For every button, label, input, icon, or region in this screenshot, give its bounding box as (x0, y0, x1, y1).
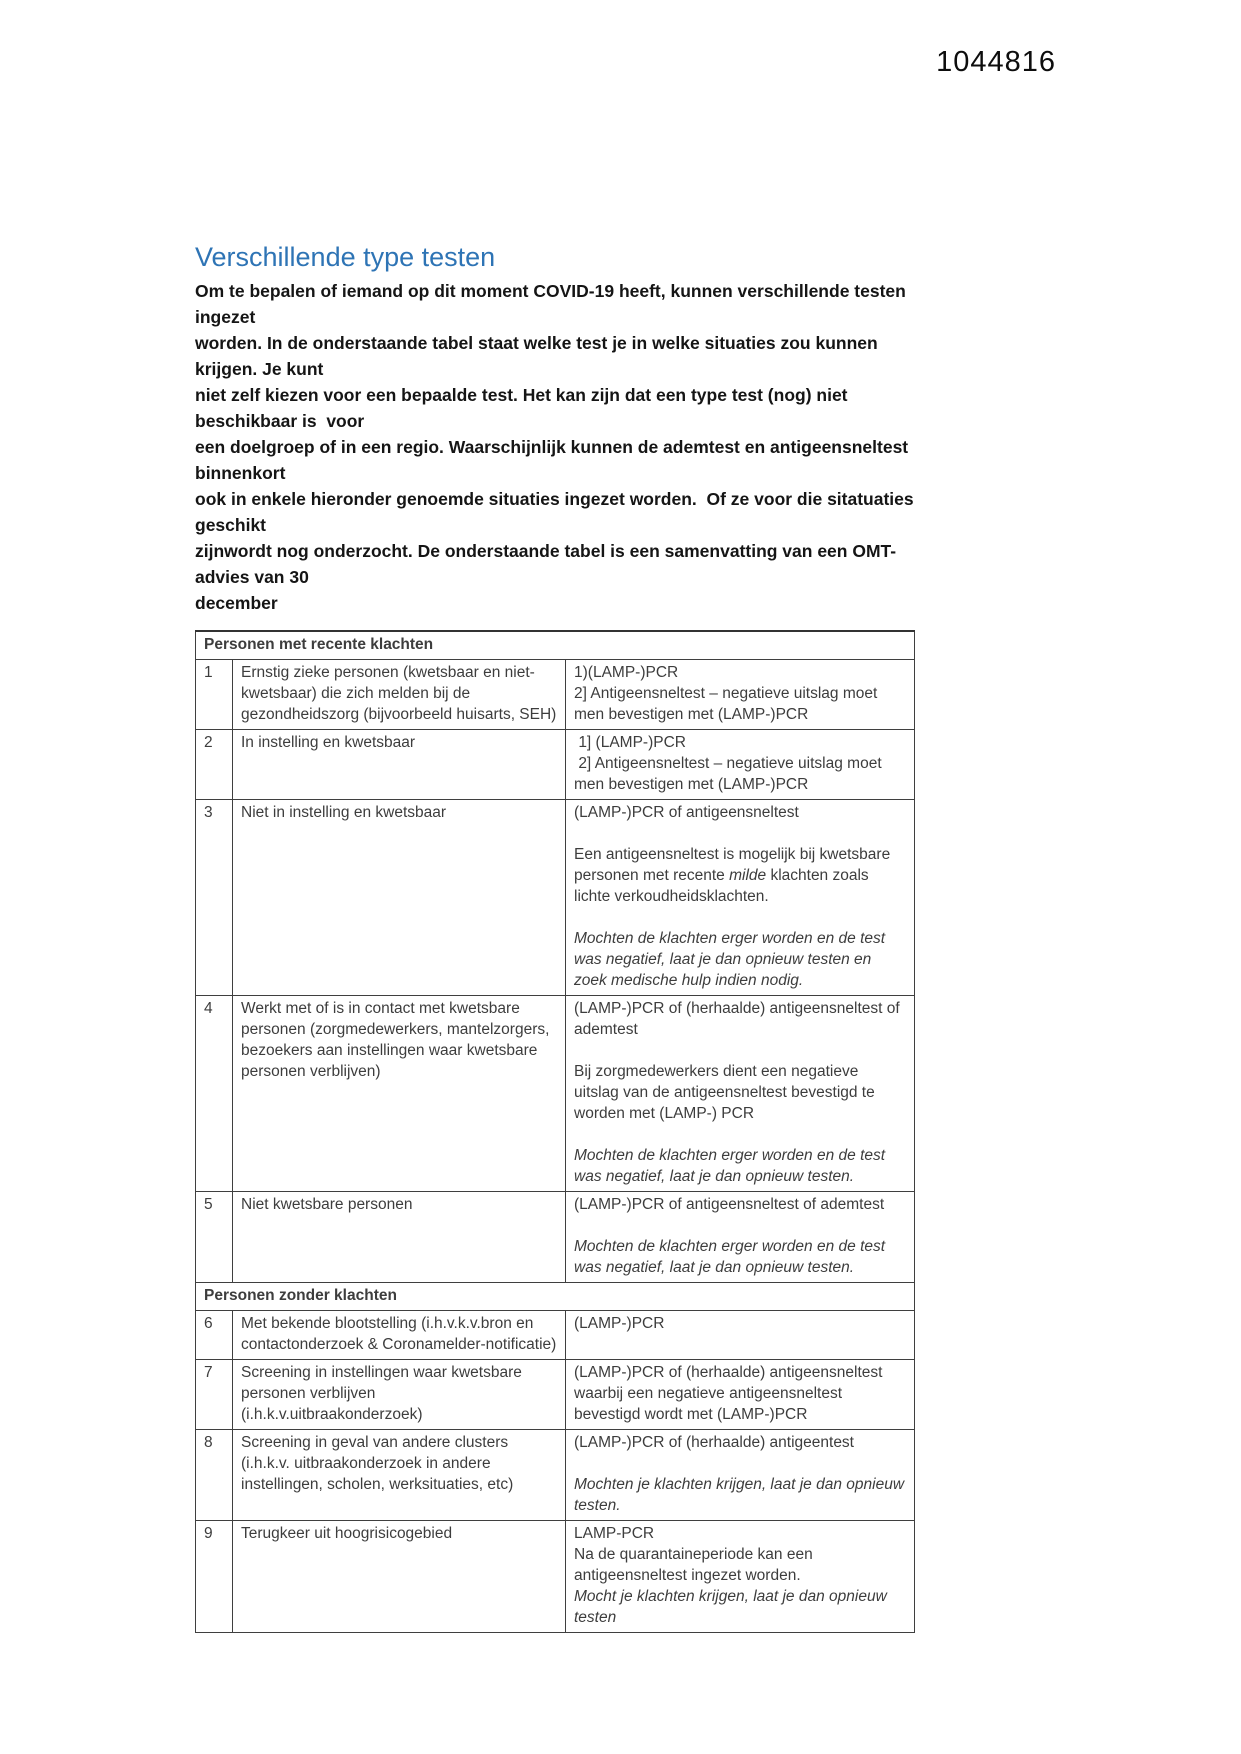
table-row (196, 730, 915, 800)
test-text: LAMP-PCR (574, 1525, 655, 1542)
test-paragraph (574, 1432, 906, 1453)
test-text: (LAMP-)PCR of (herhaalde) antigeensneltest of ademtest (574, 1000, 904, 1038)
test-cell (566, 1360, 915, 1430)
test-paragraph (574, 1145, 906, 1187)
situation-cell: Terugkeer uit hoogrisicogebied (233, 1521, 566, 1633)
test-paragraph (574, 1362, 906, 1425)
table-row (196, 1311, 915, 1360)
test-text: (LAMP-)PCR of (herhaalde) antigeentest (574, 1434, 854, 1451)
test-paragraph (574, 1194, 906, 1215)
test-text: Mochten de klachten erger worden en de test was negatief, laat je dan opnieuw testen. (574, 1238, 890, 1276)
test-text: 2] Antigeensneltest – negatieve uitslag moet men bevestigen met (LAMP-)PCR (574, 755, 886, 793)
test-paragraph (574, 683, 906, 725)
document-content (195, 242, 919, 1633)
table-row (196, 1192, 915, 1283)
test-text: Mochten de klachten erger worden en de test was negatief, laat je dan opnieuw testen en zoek medische hulp indien nodig. (574, 930, 890, 989)
test-paragraph (574, 753, 906, 795)
test-cell (566, 730, 915, 800)
test-text: Bij zorgmedewerkers dient een negatieve uitslag van de antigeensneltest bevestigd te worden met (LAMP-) PCR (574, 1063, 880, 1122)
test-cell (566, 1192, 915, 1283)
test-paragraph (574, 1544, 906, 1586)
test-text: Na de quarantaineperiode kan een antigeensneltest ingezet worden. (574, 1546, 818, 1584)
test-cell (566, 1521, 915, 1633)
test-paragraph (574, 998, 906, 1040)
row-number-cell: 7 (196, 1360, 233, 1430)
test-cell (566, 1311, 915, 1360)
test-text: (LAMP-)PCR of antigeensneltest (574, 804, 799, 821)
section-header: Personen met recente klachten (196, 631, 915, 660)
situation-cell: Screening in geval van andere clusters (i.h.k.v. uitbraakonderzoek in andere instellingen, scholen, werksituaties, etc) (233, 1430, 566, 1521)
situation-cell: In instelling en kwetsbaar (233, 730, 566, 800)
intro-line: zijnwordt nog onderzocht. De onderstaande tabel is een samenvatting van een OMT-advies van 30 (195, 541, 897, 587)
test-paragraph (574, 1313, 906, 1334)
row-number-cell: 9 (196, 1521, 233, 1633)
test-cell (566, 1430, 915, 1521)
situation-cell: Niet in instelling en kwetsbaar (233, 800, 566, 996)
table-section-row (196, 631, 915, 660)
table-row (196, 800, 915, 996)
row-number-cell: 2 (196, 730, 233, 800)
row-number-cell: 6 (196, 1311, 233, 1360)
table-row (196, 1521, 915, 1633)
test-text: (LAMP-)PCR (574, 1315, 665, 1332)
test-text: Een antigeensneltest is mogelijk bij kwetsbare personen met recente (574, 846, 895, 884)
test-text: milde (729, 867, 767, 884)
situation-cell: Niet kwetsbare personen (233, 1192, 566, 1283)
situation-cell: Met bekende blootstelling (i.h.v.k.v.bron en contactonderzoek & Coronamelder-notificatie) (233, 1311, 566, 1360)
test-paragraph (574, 1586, 906, 1628)
page-title: Verschillende type testen (195, 242, 496, 272)
test-text: 1)(LAMP-)PCR (574, 664, 679, 681)
test-paragraph (574, 802, 906, 823)
situation-cell: Ernstig zieke personen (kwetsbaar en niet-kwetsbaar) die zich melden bij de gezondheidszorg (bijvoorbeeld huisarts, SEH) (233, 660, 566, 730)
row-number-cell: 3 (196, 800, 233, 996)
test-paragraph (574, 1523, 906, 1544)
test-paragraph (574, 732, 906, 753)
test-paragraph (574, 1236, 906, 1278)
table-row (196, 1360, 915, 1430)
intro-paragraph (195, 278, 919, 616)
test-text: Mochten de klachten erger worden en de test was negatief, laat je dan opnieuw testen. (574, 1147, 890, 1185)
row-number-cell: 1 (196, 660, 233, 730)
test-text: (LAMP-)PCR of antigeensneltest of ademtest (574, 1196, 885, 1213)
situation-cell: Werkt met of is in contact met kwetsbare personen (zorgmedewerkers, mantelzorgers, bezoekers aan instellingen waar kwetsbare personen verblijven) (233, 996, 566, 1192)
intro-line: niet zelf kiezen voor een bepaalde test. Het kan zijn dat een type test (nog) niet beschikbaar is voor (195, 385, 853, 431)
test-text: Mocht je klachten krijgen, laat je dan opnieuw testen (574, 1588, 892, 1626)
row-number-cell: 5 (196, 1192, 233, 1283)
test-paragraph (574, 662, 906, 683)
test-cell (566, 660, 915, 730)
row-number-cell: 4 (196, 996, 233, 1192)
section-header: Personen zonder klachten (196, 1283, 915, 1311)
page-number: 1044816 (936, 46, 1056, 78)
test-paragraph (574, 844, 906, 907)
test-paragraph (574, 1474, 909, 1516)
test-paragraph (574, 1061, 906, 1124)
test-text: (LAMP-)PCR of (herhaalde) antigeensneltest waarbij een negatieve antigeensneltest bevestigd wordt met (LAMP-)PCR (574, 1364, 887, 1423)
test-text: Mochten je klachten krijgen, laat je dan opnieuw testen. (574, 1476, 909, 1514)
intro-line: ook in enkele hieronder genoemde situaties ingezet worden. Of ze voor die sitatuaties geschikt (195, 489, 919, 535)
tests-table (195, 630, 915, 1633)
table-row (196, 1430, 915, 1521)
test-text: 2] Antigeensneltest – negatieve uitslag moet men bevestigen met (LAMP-)PCR (574, 685, 882, 723)
intro-line: Om te bepalen of iemand op dit moment COVID-19 heeft, kunnen verschillende testen ingezet (195, 281, 911, 327)
intro-line: worden. In de onderstaande tabel staat welke test je in welke situaties zou kunnen krijgen. Je kunt (195, 333, 883, 379)
test-text: klachten zoals lichte verkoudheidsklachten. (574, 867, 873, 905)
table-section-row (196, 1283, 915, 1311)
test-paragraph (574, 928, 906, 991)
test-text: 1] (LAMP-)PCR (574, 734, 686, 751)
situation-cell: Screening in instellingen waar kwetsbare personen verblijven (i.h.k.v.uitbraakonderzoek) (233, 1360, 566, 1430)
table-row (196, 660, 915, 730)
test-cell (566, 800, 915, 996)
intro-line: december (195, 593, 278, 613)
table-row (196, 996, 915, 1192)
test-cell (566, 996, 915, 1192)
row-number-cell: 8 (196, 1430, 233, 1521)
intro-line: een doelgroep of in een regio. Waarschijnlijk kunnen de ademtest en antigeensneltest binnenkort (195, 437, 913, 483)
